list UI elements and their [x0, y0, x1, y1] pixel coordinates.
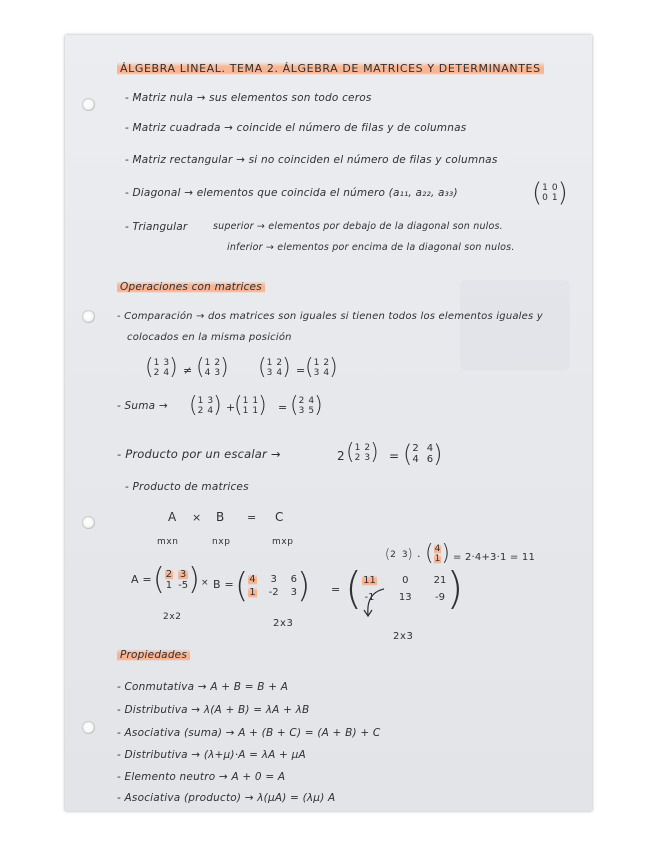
prod-dim-B: nxp	[212, 537, 231, 547]
suma-result-matrix: ( 2 4 3 5 )	[290, 393, 323, 418]
note-triangular-superior: superior → elementos por debajo de la diagonal son nulos.	[213, 221, 503, 232]
page-title: ÁLGEBRA LINEAL. TEMA 2. ÁLGEBRA DE MATRICES Y DETERMINANTES	[117, 62, 544, 75]
diagonal-matrix: ( 1 0 0 1 )	[532, 178, 568, 208]
bleed-through	[460, 280, 570, 370]
example-eq: =	[331, 583, 341, 596]
prod-eq: =	[247, 511, 257, 524]
notebook-page	[65, 35, 592, 811]
prod-B: B	[216, 510, 225, 524]
calc-result: = 2·4+3·1 = 11	[453, 552, 536, 563]
note-comparacion-cont: colocados en la misma posición	[127, 332, 292, 343]
note-diagonal: - Diagonal → elementos que coincida el número (a₁₁, a₂₂, a₃₃)	[125, 187, 458, 199]
escalar-matrix: ( 1 2 2 3 )	[346, 440, 379, 465]
prop-elemento-neutro: - Elemento neutro → A + 0 = A	[117, 771, 286, 783]
note-matriz-rectangular: - Matriz rectangular → si no coinciden el número de filas y columnas	[125, 154, 498, 166]
calc-row-vector: ( 2 3 )	[385, 547, 413, 562]
cmp-eq-sign: =	[296, 364, 306, 377]
example-C-dim: 2x3	[393, 631, 414, 642]
prod-dim-C: mxp	[272, 537, 294, 547]
prop-conmutativa: - Conmutativa → A + B = B + A	[117, 681, 289, 693]
escalar-eq-sign: =	[389, 449, 400, 463]
note-comparacion: - Comparación → dos matrices son iguales si tienen todos los elementos iguales y	[117, 311, 543, 322]
note-producto-matrices: - Producto de matrices	[125, 481, 249, 493]
note-triangular-inferior: inferior → elementos por encima de la diagonal son nulos.	[227, 242, 515, 253]
example-matrix-A: ( 2 3 1 -5 )	[153, 562, 200, 597]
binder-hole	[82, 98, 95, 111]
example-B-dim: 2x3	[273, 618, 294, 629]
calc-dot: ·	[417, 550, 421, 563]
cmp-matrix-4: ( 1 2 3 4 )	[305, 355, 338, 380]
suma-matrix-1: ( 1 3 2 4 )	[189, 393, 222, 418]
note-suma: - Suma →	[117, 400, 168, 412]
example-A-dim: 2x2	[163, 612, 182, 622]
note-matriz-nula: - Matriz nula → sus elementos son todo ceros	[125, 92, 372, 104]
prop-asociativa-suma: - Asociativa (suma) → A + (B + C) = (A + B) + C	[117, 727, 381, 739]
prop-asociativa-producto: - Asociativa (producto) → λ(μA) = (λμ) A	[117, 792, 336, 804]
prod-C: C	[275, 510, 284, 524]
binder-hole	[82, 310, 95, 323]
prod-dim-A: mxn	[157, 537, 179, 547]
example-times: ×	[201, 578, 209, 588]
escalar-result-matrix: ( 2 4 4 6 )	[403, 440, 443, 468]
section-heading-propiedades: Propiedades	[117, 649, 190, 661]
cmp-matrix-2: ( 1 2 4 3 )	[196, 355, 229, 380]
escalar-k: 2	[337, 449, 345, 463]
example-B-label: B =	[213, 578, 234, 591]
example-A-label: A =	[131, 573, 152, 586]
note-matriz-cuadrada: - Matriz cuadrada → coincide el número de filas y de columnas	[125, 122, 467, 134]
cmp-matrix-3: ( 1 2 3 4 )	[258, 355, 291, 380]
cmp-neq-sign: ≠	[183, 364, 193, 377]
suma-matrix-2: ( 1 1 1 1 )	[234, 393, 267, 418]
example-result-matrix: ( 11 0 21 -1 13 -9 )	[345, 563, 464, 614]
prod-A: A	[168, 510, 177, 524]
note-producto-escalar: - Producto por un escalar →	[117, 447, 281, 461]
prod-times: ×	[192, 511, 202, 524]
prop-distributiva-2: - Distributiva → (λ+μ)·A = λA + μA	[117, 749, 306, 761]
prop-distributiva-1: - Distributiva → λ(A + B) = λA + λB	[117, 704, 310, 716]
cmp-matrix-1: ( 1 3 2 4 )	[145, 355, 178, 380]
section-heading-operaciones: Operaciones con matrices	[117, 281, 265, 293]
note-triangular: - Triangular	[125, 221, 188, 233]
suma-plus-sign: +	[226, 401, 236, 414]
example-matrix-B: ( 4 3 6 1 -2 3 )	[235, 566, 311, 606]
binder-hole	[82, 721, 95, 734]
calc-col-vector: ( 4 1 )	[425, 541, 450, 566]
suma-eq-sign: =	[278, 401, 288, 414]
binder-hole	[82, 516, 95, 529]
